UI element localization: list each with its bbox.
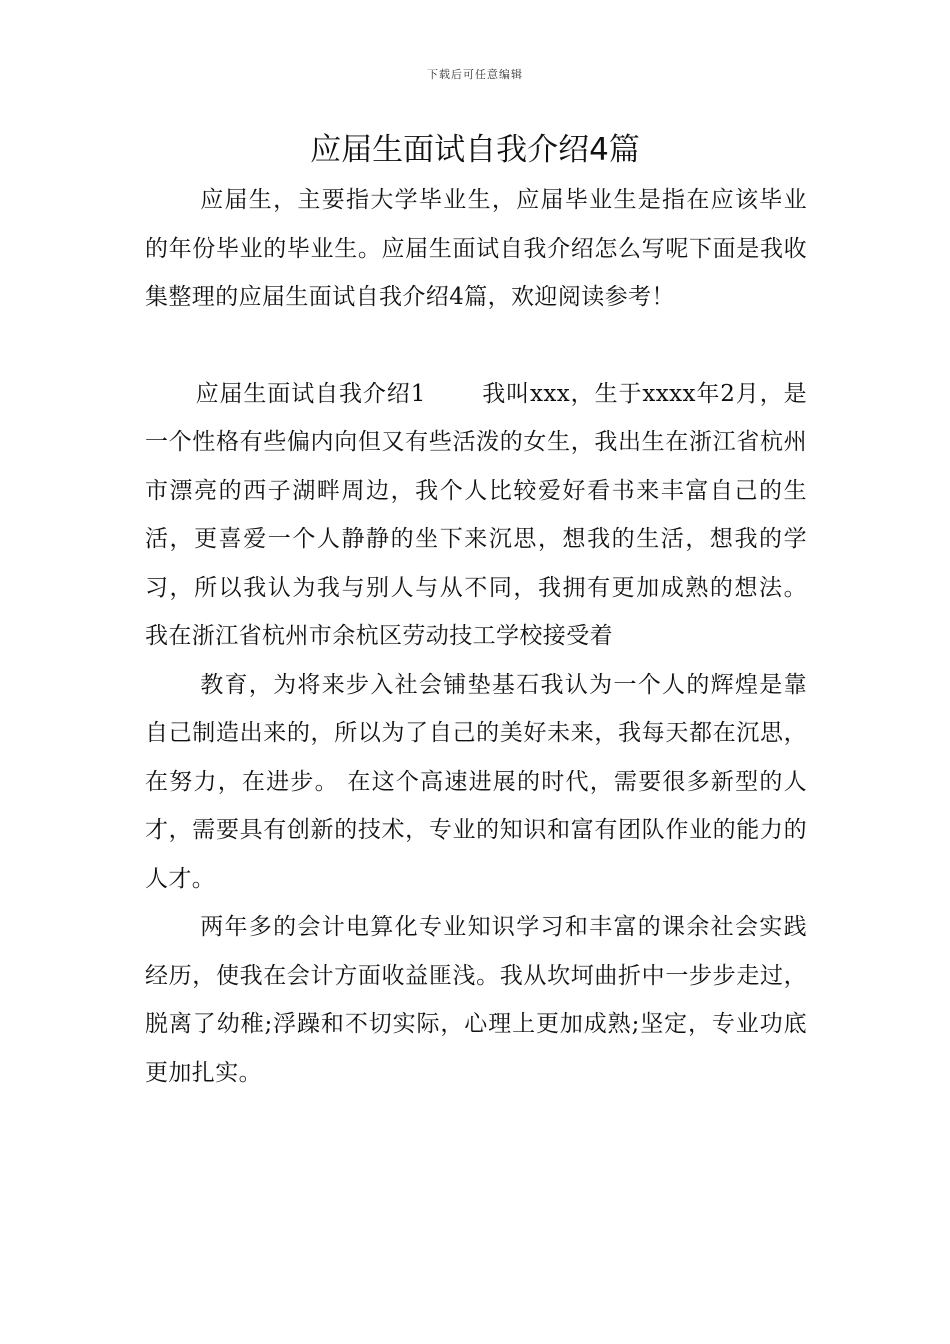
header-note: 下载后可任意编辑 (427, 68, 523, 81)
document-body (145, 176, 807, 1097)
section-1-paragraph-2: 教育，为将来步入社会铺垫基石我认为一个人的辉煌是靠自己制造出来的，所以为了自己的美好未来，我每天都在沉思，在努力，在进步。 在这个高速进展的时代，需要很多新型的人才，需要具有创新的技术，专业的知识和富有团队作业的能力的人才。 (145, 671, 807, 892)
paragraph-spacer (145, 322, 807, 370)
section-1-text-1: 我叫xxx，生于xxxx年2月，是一个性格有些偏内向但又有些活泼的女生，我出生在浙江省杭州市漂亮的西子湖畔周边，我个人比较爱好看书来丰富自己的生活，更喜爱一个人静静的坐下来沉思，想我的生活，想我的学习，所以我认为我与别人与从不同，我拥有更加成熟的想法。 我在浙江省杭州市余杭区劳动技工学校接受着 (145, 380, 807, 649)
page-title: 应届生面试自我介绍4篇 (310, 132, 640, 168)
section-1-paragraph-3: 两年多的会计电算化专业知识学习和丰富的课余社会实践经历，使我在会计方面收益匪浅。我从坎坷曲折中一步步走过，脱离了幼稚;浮躁和不切实际，心理上更加成熟;坚定，专业功底更加扎实。 (145, 914, 807, 1086)
section-heading: 应届生面试自我介绍1 (195, 380, 426, 407)
section-1-paragraph-1 (145, 370, 807, 661)
intro-paragraph: 应届生，主要指大学毕业生，应届毕业生是指在应该毕业的年份毕业的毕业生。应届生面试自我介绍怎么写呢下面是我收集整理的应届生面试自我介绍4篇，欢迎阅读参考！ (145, 187, 807, 310)
